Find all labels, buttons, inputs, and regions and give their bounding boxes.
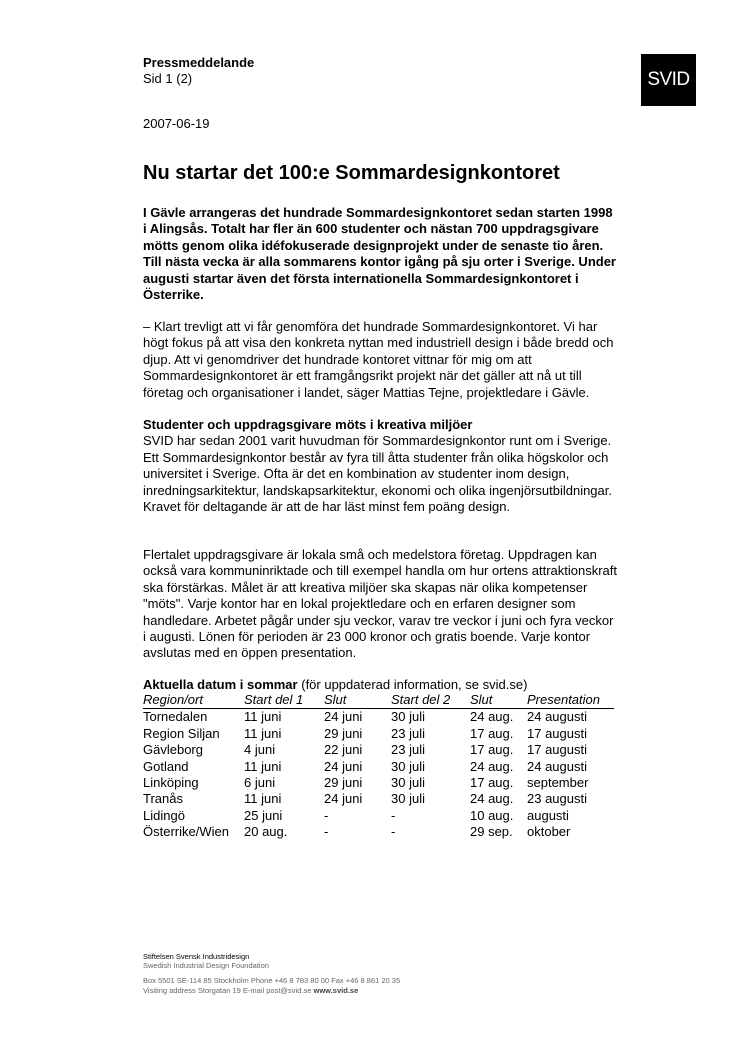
table-cell: 30 juli (391, 709, 425, 725)
table-cell: 17 augusti (527, 742, 587, 758)
quote-paragraph: – Klart trevligt att vi får genomföra det hundrade Sommardesignkontoret. Vi har högt fokus på att visa den konkreta nyttan med industriell design i både bredd och djup. Att vi genomdriver det hundrade kontoret vittnar för mig om att Sommardesignkontoret är ett framgångsrikt projekt när det gäller att nå ut till företag och organisationer i landet, säger Mattias Tejne, projektledare i Gävle. (143, 319, 614, 400)
table-cell: 17 aug. (470, 775, 514, 791)
release-date: 2007-06-19 (143, 116, 210, 131)
table-cell: 30 juli (391, 758, 425, 774)
table-row (143, 759, 614, 775)
table-cell: Region Siljan (143, 725, 220, 741)
table-cell: 24 aug. (470, 758, 514, 774)
column-header: Start del 1 (244, 692, 324, 709)
section-heading: Studenter och uppdragsgivare möts i kreativa miljöer (143, 417, 473, 432)
table-cell: 17 aug. (470, 725, 514, 741)
table-cell: 11 juni (244, 709, 282, 725)
table-cell: 24 juni (324, 709, 363, 725)
document-type: Pressmeddelande (143, 55, 255, 70)
table-cell: oktober (527, 824, 571, 840)
table-header-row (143, 692, 614, 709)
table-cell: augusti (527, 807, 569, 823)
table-cell: 4 juni (244, 742, 276, 758)
paragraph-clients: Flertalet uppdragsgivare är lokala små och medelstora företag. Uppdragen kan också vara kommuninriktade och till exempel handla om hur ortens attraktionskraft ska förstärkas. Målet är att kreativa miljöer ska skapas när olika kompetenser "möts". Varje kontor har en lokal projektledare och en erfaren designer som handledare. Arbetet pågår under sju veckor, varav tre veckor i juni och fyra veckor i augusti. Lönen för perioden är 23 000 kronor och gratis boende. Varje kontor avslutas med en öppen presentation. (143, 547, 617, 661)
table-row (143, 791, 614, 807)
table-cell: 25 juni (244, 807, 283, 823)
footer-visiting: Visiting address Storgatan 19 E-mail post@svid.se (143, 985, 312, 995)
column-header: Region/ort (143, 692, 244, 709)
footer-contact (143, 986, 400, 995)
footer-address: Box 5501 SE-114 85 Stockholm Phone +46 8 783 80 00 Fax +46 8 861 20 35 (143, 976, 401, 986)
section-students (143, 417, 618, 515)
column-header: Slut (470, 692, 527, 709)
table-cell: 24 augusti (527, 758, 587, 774)
table-cell: Österrike/Wien (143, 824, 229, 840)
table-cell: 29 sep. (470, 824, 513, 840)
column-header: Slut (324, 692, 391, 709)
table-cell: 11 juni (244, 791, 282, 807)
table-cell: 11 juni (244, 725, 282, 741)
table-cell: 11 juni (244, 758, 282, 774)
table-cell: 23 juli (391, 742, 425, 758)
table-cell: 29 juni (324, 725, 363, 741)
section-body: SVID har sedan 2001 varit huvudman för Sommardesignkontor runt om i Sverige. Ett Sommardesignkontor består av fyra till åtta studenter från olika högskolor och universitet i Sverige. Ofta är det en kombination av studenter inom design, inredningsarkitektur, landskapsarkitektur, ekonomi och olika ingenjörsutbildningar. Kravet för deltagande är att de har läst minst fem poäng design. (143, 433, 612, 515)
table-row (143, 775, 614, 791)
table-cell: Tranås (143, 791, 183, 807)
schedule-table (143, 692, 614, 841)
table-cell: Lidingö (143, 807, 185, 823)
footer-web-link[interactable]: www.svid.se (313, 985, 359, 995)
table-cell: 6 juni (244, 775, 276, 791)
table-cell: 24 juni (324, 791, 363, 807)
table-cell: - (391, 824, 396, 840)
table-cell: 29 juni (324, 775, 363, 791)
table-row (143, 709, 614, 726)
table-cell: 24 aug. (470, 791, 514, 807)
table-cell: 17 augusti (527, 725, 587, 741)
footer-org-en: Swedish Industrial Design Foundation (143, 961, 269, 971)
schedule-note: (för uppdaterad information, se svid.se) (301, 677, 528, 692)
lead-paragraph: I Gävle arrangeras det hundrade Sommardesignkontoret sedan starten 1998 i Alingsås. Totalt har fler än 600 studenter och nästan 700 uppdragsgivare mötts genom olika idéfokuserade designprojekt under de senaste tio åren. Till nästa vecka är alla sommarens kontor igång på sju orter i Sverige. Under augusti startar även det första internationella Sommardesignkontoret i Österrike. (143, 205, 616, 303)
table-cell: 17 aug. (470, 742, 514, 758)
table-row (143, 726, 614, 742)
table-cell: september (527, 775, 589, 791)
footer-org: Stiftelsen Svensk Industridesign (143, 952, 250, 961)
table-cell: 10 aug. (470, 807, 514, 823)
table-row (143, 808, 614, 824)
table-cell: 30 juli (391, 775, 425, 791)
page-number: Sid 1 (2) (143, 71, 193, 86)
table-cell: Tornedalen (143, 709, 208, 725)
schedule-section (143, 677, 614, 841)
svid-logo: SVID (641, 54, 696, 106)
table-cell: 22 juni (324, 742, 363, 758)
table-cell: 24 augusti (527, 709, 587, 725)
table-cell: 24 aug. (470, 709, 514, 725)
schedule-heading (143, 677, 614, 692)
table-cell: 23 augusti (527, 791, 587, 807)
table-cell: 24 juni (324, 758, 363, 774)
table-cell: 30 juli (391, 791, 425, 807)
table-cell: - (324, 807, 329, 823)
table-cell: - (391, 807, 396, 823)
table-cell: - (324, 824, 329, 840)
column-header: Start del 2 (391, 692, 470, 709)
table-cell: Linköping (143, 775, 199, 791)
table-cell: 20 aug. (244, 824, 288, 840)
schedule-title: Aktuella datum i sommar (143, 677, 298, 692)
table-row (143, 742, 614, 758)
table-cell: Gävleborg (143, 742, 203, 758)
footer (143, 952, 400, 995)
headline: Nu startar det 100:e Sommardesignkontoret (143, 162, 560, 184)
table-cell: Gotland (143, 758, 189, 774)
table-cell: 23 juli (391, 725, 425, 741)
table-row (143, 824, 614, 840)
column-header: Presentation (527, 692, 614, 709)
